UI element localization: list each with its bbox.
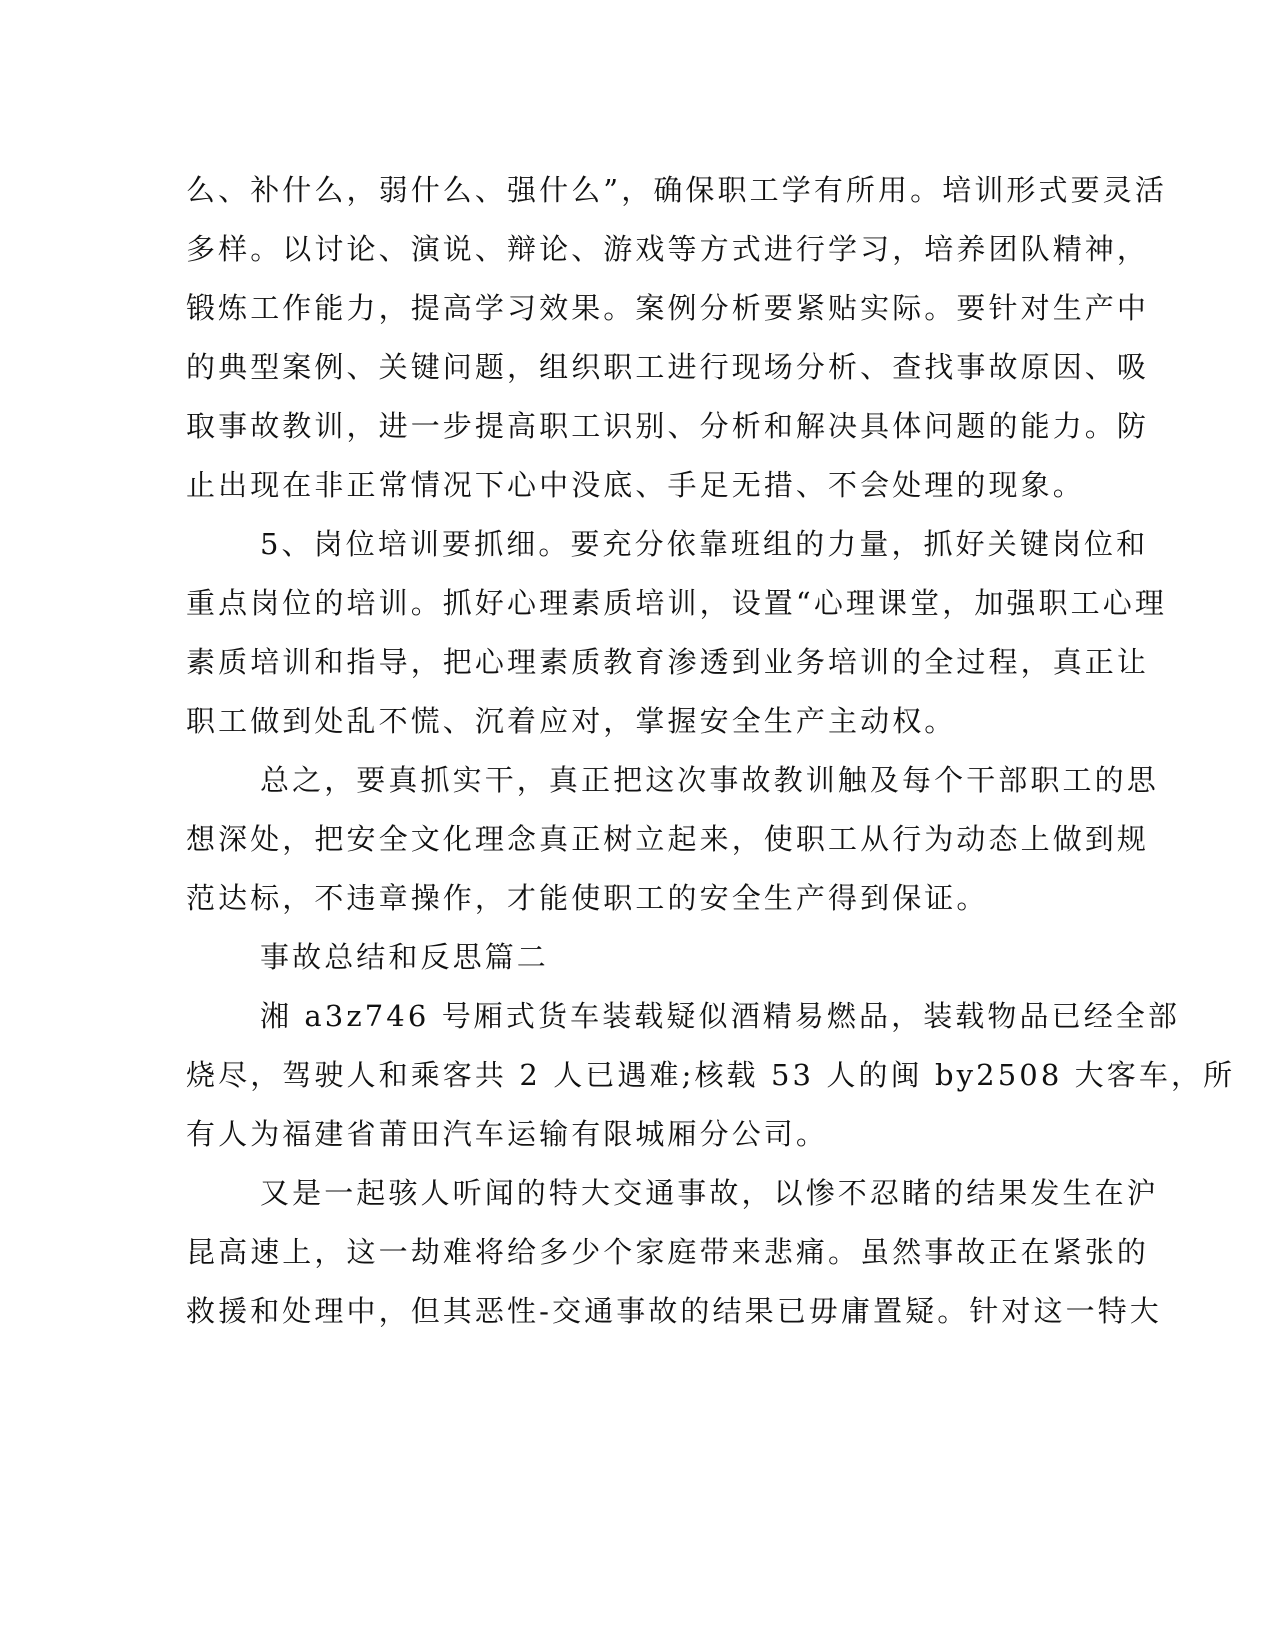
text-line: 的典型案例、关键问题，组织职工进行现场分析、查找事故原因、吸 xyxy=(186,350,1150,384)
text-line: 有人为福建省莆田汽车运输有限城厢分公司。 xyxy=(186,1117,829,1151)
text-line: 素质培训和指导，把心理素质教育渗透到业务培训的全过程，真正让 xyxy=(186,645,1150,679)
text-line: 烧尽，驾驶人和乘客共 2 人已遇难;核载 53 人的闽 by2508 大客车，所 xyxy=(186,1058,1236,1092)
paragraph-start-line: 又是一起骇人听闻的特大交通事故，以惨不忍睹的结果发生在沪 xyxy=(260,1176,1159,1210)
text-line: 止出现在非正常情况下心中没底、手足无措、不会处理的现象。 xyxy=(186,468,1085,502)
paragraph-start-line: 5、岗位培训要抓细。要充分依靠班组的力量，抓好关键岗位和 xyxy=(260,527,1149,561)
text-line: 救援和处理中，但其恶性-交通事故的结果已毋庸置疑。针对这一特大 xyxy=(186,1294,1162,1328)
text-line: 重点岗位的培训。抓好心理素质培训，设置“心理课堂，加强职工心理 xyxy=(186,586,1167,620)
text-line: 范达标，不违章操作，才能使职工的安全生产得到保证。 xyxy=(186,881,989,915)
text-line: 职工做到处乱不慌、沉着应对，掌握安全生产主动权。 xyxy=(186,704,957,738)
document-body xyxy=(186,161,1236,1341)
text-line: 锻炼工作能力，提高学习效果。案例分析要紧贴实际。要针对生产中 xyxy=(186,291,1150,325)
paragraph-start-line: 总之，要真抓实干，真正把这次事故教训触及每个干部职工的思 xyxy=(260,763,1159,797)
paragraph-start-line: 湘 a3z746 号厢式货车装载疑似酒精易燃品，装载物品已经全部 xyxy=(260,999,1181,1033)
text-line: 想深处，把安全文化理念真正树立起来，使职工从行为动态上做到规 xyxy=(186,822,1150,856)
text-line: 多样。以讨论、演说、辩论、游戏等方式进行学习，培养团队精神， xyxy=(186,232,1150,266)
text-line: 昆高速上，这一劫难将给多少个家庭带来悲痛。虽然事故正在紧张的 xyxy=(186,1235,1150,1269)
section-heading: 事故总结和反思篇二 xyxy=(260,940,549,974)
text-line: 取事故教训，进一步提高职工识别、分析和解决具体问题的能力。防 xyxy=(186,409,1150,443)
text-line: 么、补什么，弱什么、强什么”，确保职工学有所用。培训形式要灵活 xyxy=(186,173,1167,207)
